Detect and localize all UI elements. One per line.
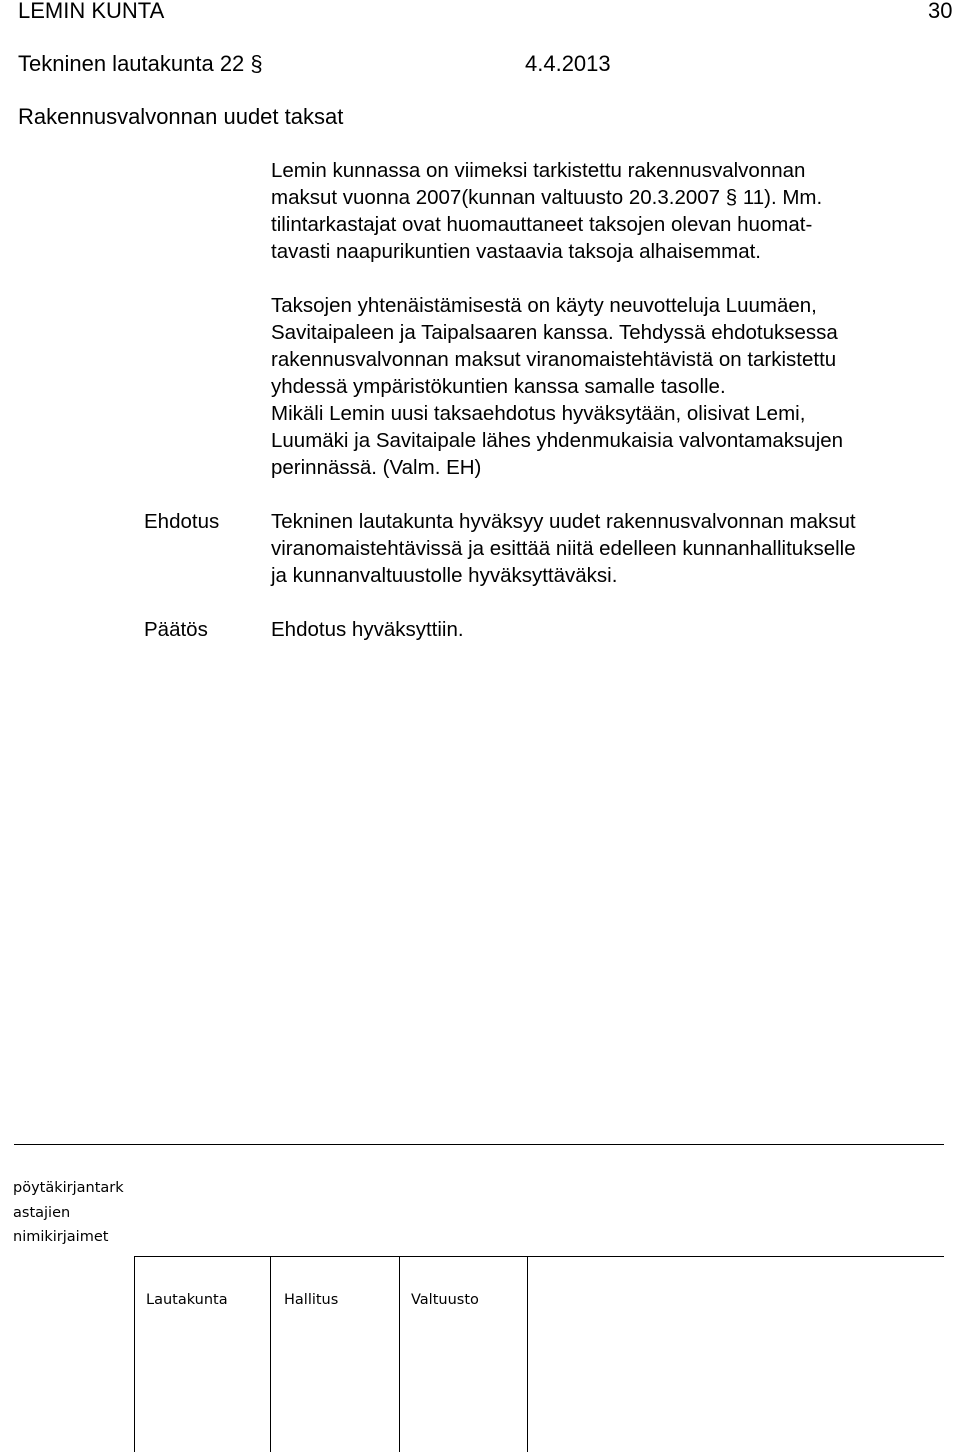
paragraph-line: Lemin kunnassa on viimeksi tarkistettu rakennusvalvonnan bbox=[271, 159, 806, 182]
signature-table-divider bbox=[134, 1256, 135, 1452]
section-symbol: § bbox=[250, 51, 263, 76]
signature-label bbox=[13, 1176, 124, 1250]
signature-label-line: pöytäkirjantark bbox=[13, 1180, 124, 1196]
meeting-date: 4.4.2013 bbox=[525, 51, 611, 76]
signature-table-divider bbox=[270, 1256, 271, 1452]
signature-table-top-border bbox=[134, 1256, 944, 1257]
paragraph-line: Mikäli Lemin uusi taksaehdotus hyväksytään, olisivat Lemi, bbox=[271, 402, 806, 425]
paragraph-background bbox=[271, 157, 951, 265]
proposal-label: Ehdotus bbox=[144, 510, 220, 533]
org-name: LEMIN KUNTA bbox=[18, 0, 165, 23]
signature-label-line: nimikirjaimet bbox=[13, 1229, 109, 1245]
decision-text: Ehdotus hyväksyttiin. bbox=[271, 618, 464, 641]
signature-label-line: astajien bbox=[13, 1204, 71, 1221]
paragraph-line: maksut vuonna 2007(kunnan valtuusto 20.3.2007 § 11). Mm. bbox=[271, 186, 823, 209]
proposal-line: ja kunnanvaltuustolle hyväksyttäväksi. bbox=[271, 564, 618, 587]
footer-divider bbox=[14, 1144, 944, 1145]
body-name: Tekninen lautakunta 22 bbox=[18, 51, 245, 76]
proposal-text bbox=[271, 508, 951, 589]
proposal-line: Tekninen lautakunta hyväksyy uudet rakennusvalvonnan maksut bbox=[271, 510, 856, 533]
signature-column-valtuusto: Valtuusto bbox=[411, 1292, 479, 1308]
proposal-line: viranomaistehtävissä ja esittää niitä edelleen kunnanhallitukselle bbox=[271, 537, 856, 560]
paragraph-line: Savitaipaleen ja Taipalsaaren kanssa. Tehdyssä ehdotuksessa bbox=[271, 321, 838, 344]
signature-column-hallitus: Hallitus bbox=[284, 1292, 339, 1308]
meeting-body bbox=[18, 50, 263, 78]
signature-table-divider bbox=[527, 1256, 528, 1452]
paragraph-line: tavasti naapurikuntien vastaavia taksoja alhaisemmat. bbox=[271, 240, 761, 263]
paragraph-negotiations bbox=[271, 292, 951, 481]
paragraph-line: tilintarkastajat ovat huomauttaneet taksojen olevan huomat- bbox=[271, 213, 813, 236]
page-title: Rakennusvalvonnan uudet taksat bbox=[18, 104, 344, 129]
signature-table-divider bbox=[399, 1256, 400, 1452]
decision-label: Päätös bbox=[144, 618, 208, 641]
paragraph-line: Taksojen yhtenäistämisestä on käyty neuvotteluja Luumäen, bbox=[271, 294, 817, 317]
paragraph-line: rakennusvalvonnan maksut viranomaistehtävistä on tarkistettu bbox=[271, 348, 837, 371]
paragraph-line: yhdessä ympäristökuntien kanssa samalle tasolle. bbox=[271, 375, 726, 398]
page-number: 30 bbox=[928, 0, 953, 23]
signature-column-lautakunta: Lautakunta bbox=[146, 1292, 228, 1308]
paragraph-line: Luumäki ja Savitaipale lähes yhdenmukaisia valvontamaksujen bbox=[271, 429, 844, 452]
paragraph-line: perinnässä. (Valm. EH) bbox=[271, 456, 482, 479]
